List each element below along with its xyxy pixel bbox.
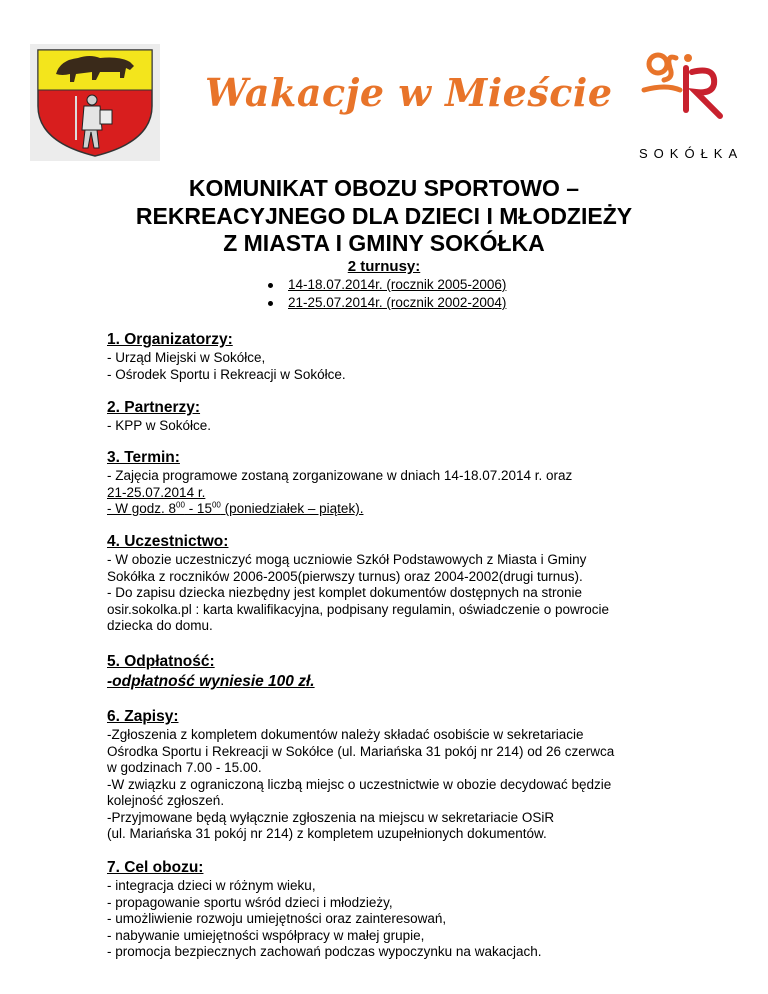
title-line: REKREACYJNEGO DLA DZIECI I MŁODZIEŻY [135,202,633,229]
text-line: -Zgłoszenia z kompletem dokumentów należy składać osobiście w sekretariacie [107,727,584,742]
section-heading: 3. Termin: [107,449,180,466]
text-line: - Do zapisu dziecka niezbędny jest komplet dokumentów dostępnych na stronie [107,585,583,600]
hours-line: - W godz. $8^{00} - 15^{00}$ (poniedziałek – piątek). [107,500,364,516]
section-heading: 7. Cel obozu: [107,859,204,876]
section-participation [107,532,727,635]
text-line: dziecka do domu. [107,618,213,633]
list-item: 14-18.07.2014r. (rocznik 2005-2006) [266,276,506,294]
fee-text: -odpłatność wyniesie 100 zł. [107,673,315,690]
osir-logo-icon [636,50,736,120]
text-line: w godzinach 7.00 - 15.00. [107,760,262,775]
section-goals [107,858,727,961]
text-line: kolejność zgłoszeń. [107,793,225,808]
section-heading: 5. Odpłatność: [107,653,215,670]
turns-heading: 2 turnusy: [347,258,421,275]
text-line: - Ośrodek Sportu i Rekreacji w Sokółce. [107,366,346,382]
text-line: - Urząd Miejski w Sokółce, [107,350,266,365]
title-line: Z MIASTA I GMINY SOKÓŁKA [223,230,545,256]
turns-list [266,276,506,312]
hours-days: (poniedziałek – piątek). [220,501,364,516]
text-line: -Przyjmowane będą wyłącznie zgłoszenia na miejscu w sekretariacie OSiR [107,809,555,825]
page-title [60,175,708,258]
text-line: Sokółka z roczników 2006-2005(pierwszy turnus) oraz 2004-2002(drugi turnus). [107,568,583,584]
list-item: 21-25.07.2014r. (rocznik 2002-2004) [266,294,506,312]
section-heading: 4. Uczestnictwo: [107,533,229,550]
text-line: - propagowanie sportu wśród dzieci i młodzieży, [107,894,393,910]
text-line: 21-25.07.2014 r. [107,484,206,500]
osir-city-label: SOKÓŁKA [639,146,744,161]
section-heading: 2. Partnerzy: [107,399,201,416]
text-line: - promocja bezpiecznych zachowań podczas wypoczynku na wakacjach. [107,944,542,959]
text-line: - nabywanie umiejętności współpracy w małej grupie, [107,927,425,943]
hours-from: - W godz. 8 [107,501,177,516]
section-registration [107,707,727,843]
section-fee [107,652,727,691]
text-line: -W związku z ograniczoną liczbą miejsc o uczestnictwie w obozie decydować będzie [107,776,612,792]
text-line: (ul. Mariańska 31 pokój nr 214) z kompletem uzupełnionych dokumentów. [107,826,547,841]
hours-to: - 15 [184,501,212,516]
text-line: - KPP w Sokółce. [107,418,212,433]
text-line: Ośrodka Sportu i Rekreacji w Sokółce (ul. Mariańska 31 pokój nr 214) od 26 czerwca [107,743,615,759]
coat-of-arms-icon [30,44,160,161]
text-line: - umożliwienie rozwoju umiejętności oraz zainteresowań, [107,911,447,926]
banner-title: Wakacje w Mieście [205,70,613,115]
title-line: KOMUNIKAT OBOZU SPORTOWO – [188,175,580,201]
text-line: - Zajęcia programowe zostaną zorganizowane w dniach 14-18.07.2014 r. oraz [107,468,573,483]
text-line: - W obozie uczestniczyć mogą uczniowie Szkół Podstawowych z Miasta i Gminy [107,552,587,567]
section-partners [107,398,727,435]
section-heading: 6. Zapisy: [107,708,179,725]
section-heading: 1. Organizatorzy: [107,331,233,348]
section-term [107,448,727,518]
text-line: osir.sokolka.pl : karta kwalifikacyjna, podpisany regulamin, oświadczenie o powrocie [107,601,609,617]
text-line: - integracja dzieci w różnym wieku, [107,878,316,893]
section-organizers [107,330,727,383]
